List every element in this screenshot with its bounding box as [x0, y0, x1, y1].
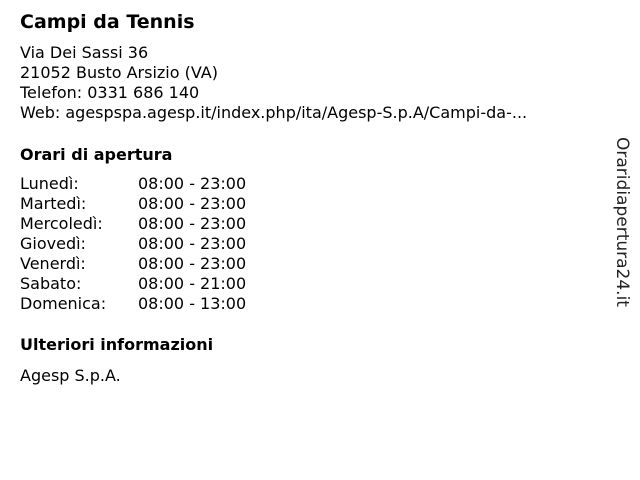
phone-number: Telefon: 0331 686 140	[20, 83, 200, 102]
address-block	[20, 43, 527, 123]
day-label: Venerdì:	[20, 254, 86, 273]
day-label: Lunedì:	[20, 174, 79, 193]
day-label: Sabato:	[20, 274, 82, 293]
city-address: 21052 Busto Arsizio (VA)	[20, 63, 218, 82]
opening-hours-heading: Orari di apertura	[20, 145, 173, 164]
day-label: Giovedì:	[20, 234, 86, 253]
day-label: Martedì:	[20, 194, 87, 213]
time-range: 08:00 - 21:00	[138, 274, 247, 293]
street-address: Via Dei Sassi 36	[20, 43, 149, 62]
time-range: 08:00 - 23:00	[138, 254, 247, 273]
time-range: 08:00 - 23:00	[138, 174, 247, 193]
time-range: 08:00 - 23:00	[138, 234, 247, 253]
page-title: Campi da Tennis	[20, 11, 195, 33]
time-range: 08:00 - 13:00	[138, 294, 247, 313]
day-label: Mercoledì:	[20, 214, 103, 233]
more-info-heading: Ulteriori informazioni	[20, 335, 214, 354]
day-label: Domenica:	[20, 294, 107, 313]
time-range: 08:00 - 23:00	[138, 214, 247, 233]
site-watermark: Oraridiapertura24.it	[612, 137, 632, 307]
time-range: 08:00 - 23:00	[138, 194, 247, 213]
website-link[interactable]: Web: agespspa.agesp.it/index.php/ita/Agesp-S.p.A/Campi-da-...	[20, 103, 528, 122]
more-info-text: Agesp S.p.A.	[20, 366, 121, 385]
